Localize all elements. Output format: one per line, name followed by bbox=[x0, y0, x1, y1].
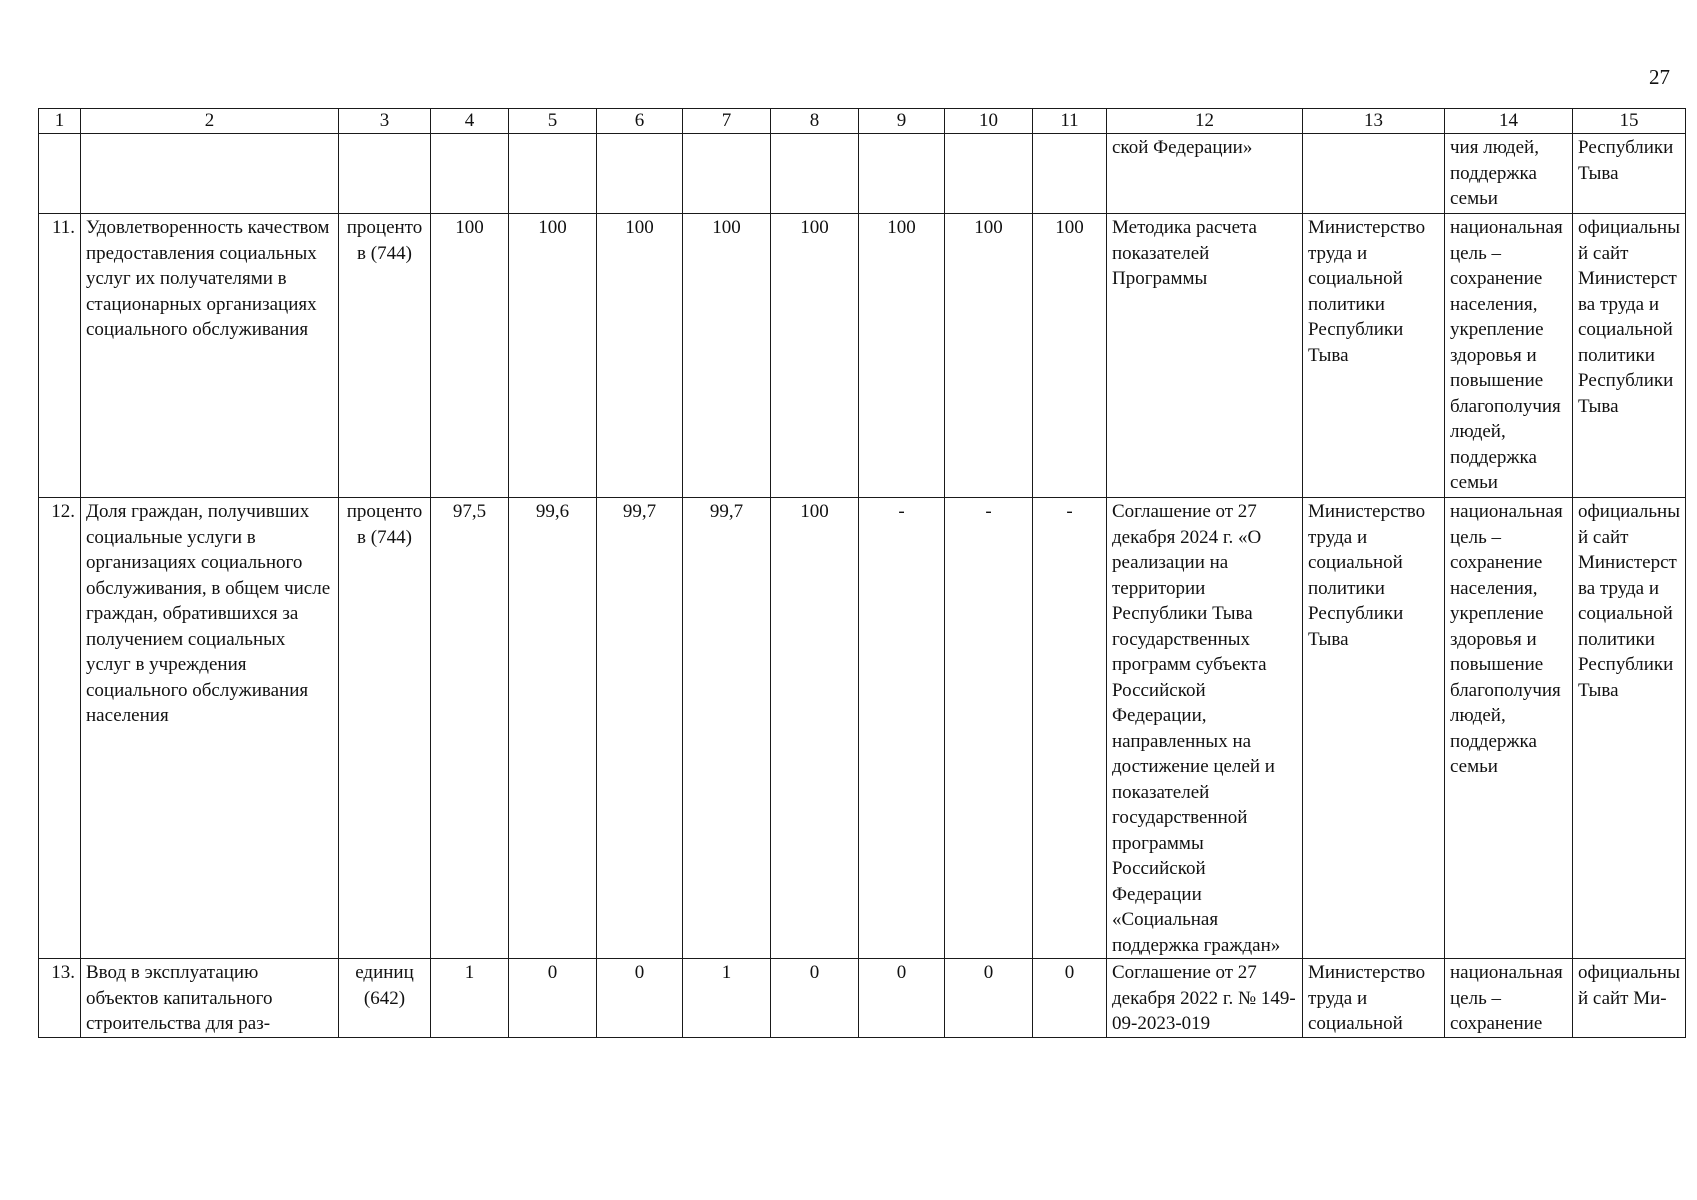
header-cell: 8 bbox=[771, 109, 859, 134]
value-cell: 0 bbox=[859, 959, 945, 1038]
responsible-cell: Министерство труда и социальной политики Республики Тыва bbox=[1303, 214, 1445, 498]
header-cell: 3 bbox=[339, 109, 431, 134]
unit-cell: процентов (744) bbox=[339, 498, 431, 959]
header-cell: 6 bbox=[597, 109, 683, 134]
value-cell: 100 bbox=[771, 498, 859, 959]
source-cell: ской Федерации» bbox=[1107, 134, 1303, 214]
value-cell: - bbox=[1033, 498, 1107, 959]
row-number bbox=[39, 134, 81, 214]
value-cell bbox=[597, 134, 683, 214]
source-cell: Соглашение от 27 декабря 2024 г. «О реализации на территории Республики Тыва государственных программ субъекта Российской Федерации, направленных на достижение целей и показателей государственной программы Российской Федерации «Социальная поддержка граждан» bbox=[1107, 498, 1303, 959]
header-row bbox=[39, 109, 1686, 134]
value-cell: 97,5 bbox=[431, 498, 509, 959]
value-cell: 0 bbox=[509, 959, 597, 1038]
header-cell: 14 bbox=[1445, 109, 1573, 134]
header-cell: 5 bbox=[509, 109, 597, 134]
goal-cell: национальная цель – сохранение bbox=[1445, 959, 1573, 1038]
unit-cell: единиц (642) bbox=[339, 959, 431, 1038]
value-cell: 100 bbox=[509, 214, 597, 498]
table-row bbox=[39, 959, 1686, 1038]
value-cell: 1 bbox=[431, 959, 509, 1038]
value-cell bbox=[509, 134, 597, 214]
value-cell: 0 bbox=[1033, 959, 1107, 1038]
value-cell: - bbox=[859, 498, 945, 959]
unit-cell bbox=[339, 134, 431, 214]
indicator-name: Ввод в эксплуатацию объектов капитального строительства для раз- bbox=[81, 959, 339, 1038]
value-cell: 0 bbox=[771, 959, 859, 1038]
header-cell: 2 bbox=[81, 109, 339, 134]
page-number: 27 bbox=[1649, 65, 1670, 89]
value-cell: 100 bbox=[1033, 214, 1107, 498]
publication-cell: официальный сайт Ми- bbox=[1573, 959, 1686, 1038]
table-row bbox=[39, 498, 1686, 959]
responsible-cell: Министерство труда и социальной bbox=[1303, 959, 1445, 1038]
value-cell: 100 bbox=[859, 214, 945, 498]
value-cell bbox=[771, 134, 859, 214]
header-cell: 1 bbox=[39, 109, 81, 134]
indicator-name: Доля граждан, получивших социальные услуги в организациях социального обслуживания, в общем числе граждан, обратившихся за получением социальных услуг в учреждения социального обслуживания населения bbox=[81, 498, 339, 959]
value-cell: 99,7 bbox=[683, 498, 771, 959]
value-cell bbox=[859, 134, 945, 214]
header-cell: 9 bbox=[859, 109, 945, 134]
responsible-cell bbox=[1303, 134, 1445, 214]
table-row bbox=[39, 214, 1686, 498]
value-cell: 1 bbox=[683, 959, 771, 1038]
value-cell bbox=[1033, 134, 1107, 214]
source-cell: Методика расчета показателей Программы bbox=[1107, 214, 1303, 498]
value-cell: 0 bbox=[597, 959, 683, 1038]
header-cell: 15 bbox=[1573, 109, 1686, 134]
header-cell: 10 bbox=[945, 109, 1033, 134]
table-row-continuation bbox=[39, 134, 1686, 214]
publication-cell: Республики Тыва bbox=[1573, 134, 1686, 214]
value-cell: 100 bbox=[597, 214, 683, 498]
value-cell: 100 bbox=[945, 214, 1033, 498]
source-cell: Соглашение от 27 декабря 2022 г. № 149-09-2023-019 bbox=[1107, 959, 1303, 1038]
header-cell: 4 bbox=[431, 109, 509, 134]
value-cell: 99,6 bbox=[509, 498, 597, 959]
unit-cell: процентов (744) bbox=[339, 214, 431, 498]
indicator-name bbox=[81, 134, 339, 214]
goal-cell: национальная цель – сохранение населения, укрепление здоровья и повышение благополучия людей, поддержка семьи bbox=[1445, 214, 1573, 498]
publication-cell: официальный сайт Министерства труда и социальной политики Республики Тыва bbox=[1573, 214, 1686, 498]
responsible-cell: Министерство труда и социальной политики Республики Тыва bbox=[1303, 498, 1445, 959]
value-cell: - bbox=[945, 498, 1033, 959]
indicator-name: Удовлетворенность качеством предоставления социальных услуг их получателями в стационарных организациях социального обслуживания bbox=[81, 214, 339, 498]
value-cell: 100 bbox=[771, 214, 859, 498]
value-cell bbox=[945, 134, 1033, 214]
value-cell: 0 bbox=[945, 959, 1033, 1038]
row-number: 12. bbox=[39, 498, 81, 959]
header-cell: 12 bbox=[1107, 109, 1303, 134]
goal-cell: чия людей, поддержка семьи bbox=[1445, 134, 1573, 214]
header-cell: 11 bbox=[1033, 109, 1107, 134]
row-number: 11. bbox=[39, 214, 81, 498]
value-cell bbox=[683, 134, 771, 214]
goal-cell: национальная цель – сохранение населения, укрепление здоровья и повышение благополучия людей, поддержка семьи bbox=[1445, 498, 1573, 959]
publication-cell: официальный сайт Министерства труда и социальной политики Республики Тыва bbox=[1573, 498, 1686, 959]
header-cell: 13 bbox=[1303, 109, 1445, 134]
value-cell bbox=[431, 134, 509, 214]
value-cell: 99,7 bbox=[597, 498, 683, 959]
header-cell: 7 bbox=[683, 109, 771, 134]
row-number: 13. bbox=[39, 959, 81, 1038]
indicators-table bbox=[38, 108, 1686, 1038]
value-cell: 100 bbox=[683, 214, 771, 498]
value-cell: 100 bbox=[431, 214, 509, 498]
